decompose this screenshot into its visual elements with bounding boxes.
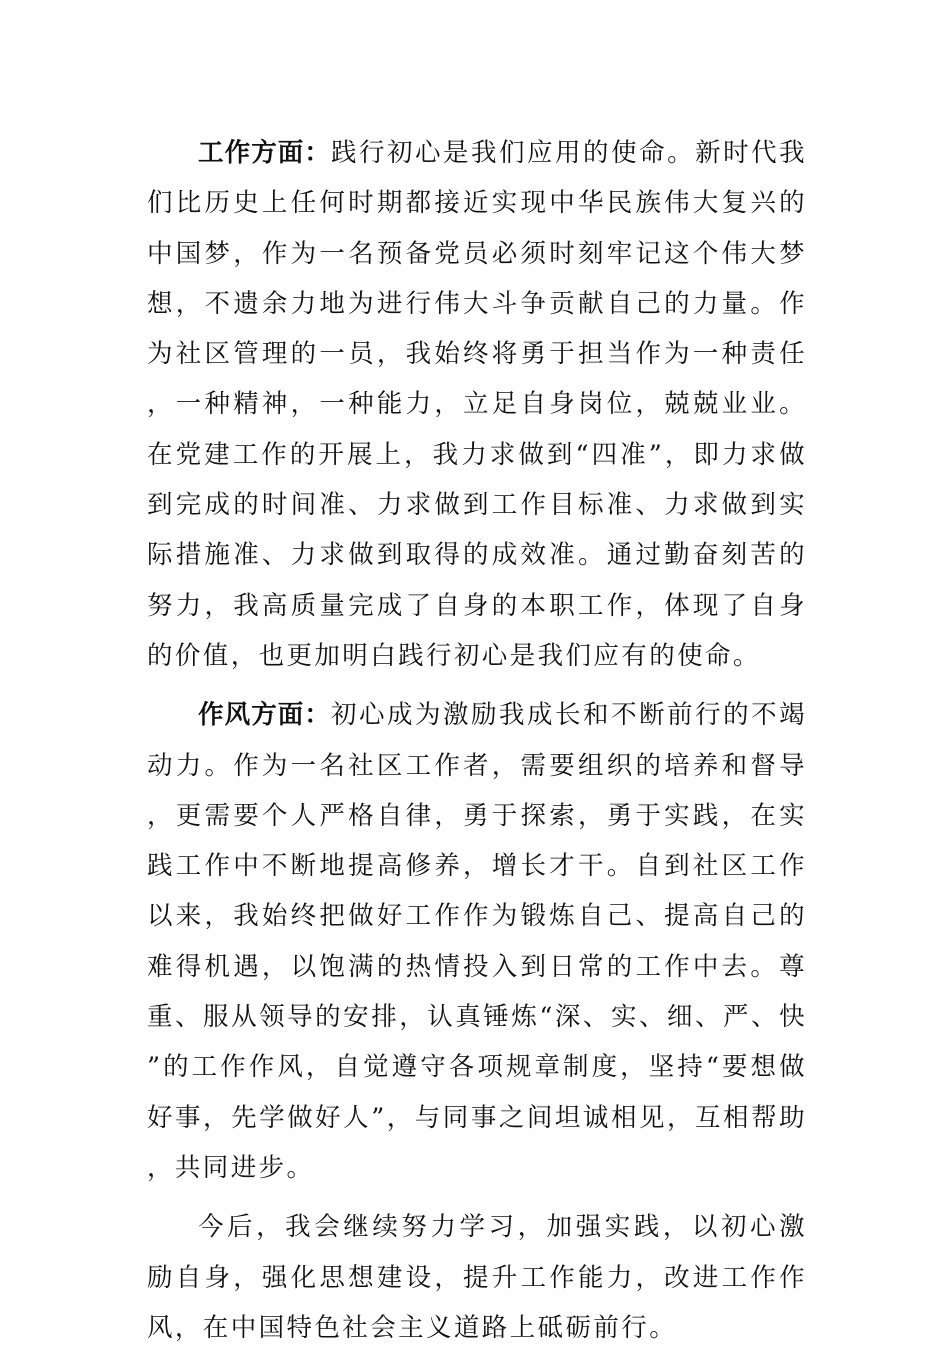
document-page xyxy=(147,128,807,1362)
paragraph-heading-work: 工作方面： xyxy=(198,138,332,168)
paragraph-body-style: 初心成为激励我成长和不断前行的不竭动力。作为一名社区工作者，需要组织的培养和督导，更需要个人严格自律，勇于探索，勇于实践，在实践工作中不断地提高修养，增长才干。自到社区工作以来，我始终把做好工作作为锻炼自己、提高自己的难得机遇，以饱满的热情投入到日常的工作中去。尊重、服从领导的安排，认真锤炼“深、实、细、严、快”的工作作风，自觉遵守各项规章制度，坚持“要想做好事，先学做好人”，与同事之间坦诚相见，互相帮助，共同进步。 xyxy=(147,700,807,1183)
paragraph-heading-style: 作风方面： xyxy=(198,700,332,731)
paragraph-body-work: 践行初心是我们应用的使命。新时代我们比历史上任何时期都接近实现中华民族伟大复兴的中国梦，作为一名预备党员必须时刻牢记这个伟大梦想，不遗余力地为进行伟大斗争贡献自己的力量。作为社区管理的一员，我始终将勇于担当作为一种责任，一种精神，一种能力，立足自身岗位，兢兢业业。在党建工作的开展上，我力求做到“四准”，即力求做到完成的时间准、力求做到工作目标准、力求做到实际措施准、力求做到取得的成效准。通过勤奋刻苦的努力，我高质量完成了自身的本职工作，体现了自身的价值，也更加明白践行初心是我们应有的使命。 xyxy=(147,138,807,671)
paragraph-work xyxy=(147,128,807,681)
paragraph-body-future: 今后，我会继续努力学习，加强实践，以初心激励自身，强化思想建设，提升工作能力，改进工作作风，在中国特色社会主义道路上砥砺前行。 xyxy=(147,1212,807,1343)
paragraph-future xyxy=(147,1202,807,1353)
paragraph-style xyxy=(147,690,807,1193)
